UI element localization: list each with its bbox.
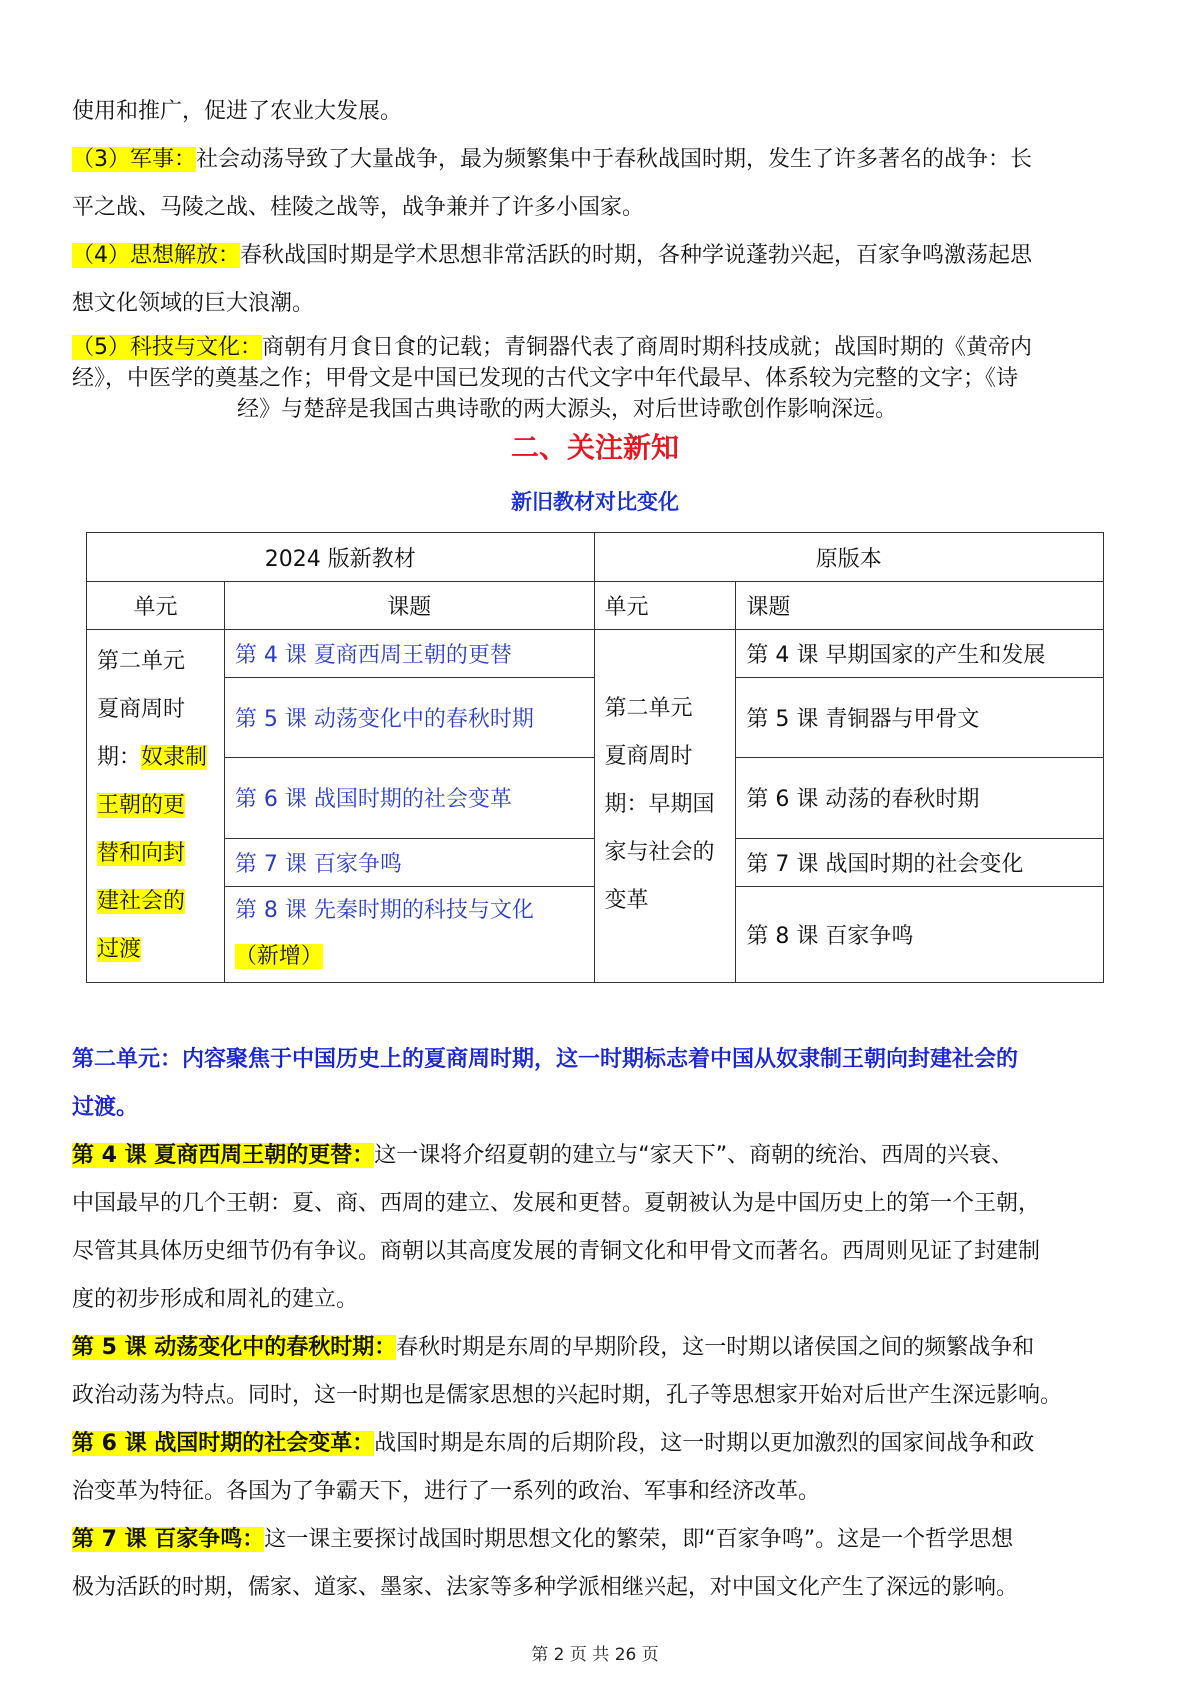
military-paragraph: （3）军事：社会动荡导致了大量战争，最为频繁集中于春秋战国时期，发生了许多著名的战争：长 [72, 147, 1033, 172]
lesson-6-summary: 第 6 课 战国时期的社会变革：战国时期是东周的后期阶段，这一时期以更加激烈的国家间战争和政 [72, 1431, 1035, 1456]
science-label: （5）科技与文化： [72, 335, 262, 360]
thought-paragraph: （4）思想解放：春秋战国时期是学术思想非常活跃的时期，各种学说蓬勃兴起，百家争鸣激荡起思 [72, 243, 1033, 268]
new-edition-header: 2024 版新教材 [87, 533, 595, 582]
table-header-row [87, 533, 1104, 582]
lesson-7-label: 第 7 课 百家争鸣： [72, 1527, 265, 1552]
lesson-4-label: 第 4 课 夏商西周王朝的更替： [72, 1143, 375, 1168]
lesson-summaries: 第二单元：内容聚焦于中国历史上的夏商周时期，这一时期标志着中国从奴隶制王朝向封建社会的 过渡。 第 4 课 夏商西周王朝的更替：这一课将介绍夏朝的建立与“家天下”、商朝的统治、西周的兴衰、 中国最早的几个王朝：夏、商、西周的建立、发展和更替。夏朝被认为是中国历史上的第一个王朝， 尽管其具体历史细节仍有争议。商朝以其高度发展的青铜文化和甲骨文而著名。西周则见证了封建制 度的初步形成和周礼的建立。 第 5 课 动荡变化中的春秋时期：春秋时期是东周的早期阶段，这一时期以诸侯国之间的频繁战争和 政治动荡为特点。同时，这一时期也是儒家思想的兴起时期，孔子等思想家开始对后世产生深远影响。 第 6 课 战国时期的社会变革：战国时期是东周的后期阶段，这一时期以更加激烈的国家间战争和政 治变革为特征。各国为了争霸天下，进行了一系列的政治、军事和经济改革。 第 7 课 百家争鸣：这一课主要探讨战国时期思想文化的繁荣，即“百家争鸣”。这是一个哲学思想 极为活跃的时期，儒家、道家、墨家、法家等多种学派相继兴起，对中国文化产生了深远的影响。 [72, 1036, 1118, 1612]
old-lesson-8: 第 8 课 百家争鸣 [736, 886, 1104, 982]
old-edition-header: 原版本 [594, 533, 1104, 582]
new-lesson-5: 第 5 课 动荡变化中的春秋时期 [224, 678, 594, 758]
lesson-5-label: 第 5 课 动荡变化中的春秋时期： [72, 1335, 397, 1360]
table-title: 新旧教材对比变化 [511, 490, 679, 514]
new-unit-col-header: 单元 [87, 582, 225, 630]
new-lesson-4: 第 4 课 夏商西周王朝的更替 [224, 630, 594, 678]
lesson-4-summary: 第 4 课 夏商西周王朝的更替：这一课将介绍夏朝的建立与“家天下”、商朝的统治、西周的兴衰、 [72, 1143, 1014, 1168]
table-row [87, 630, 1104, 678]
old-lesson-6: 第 6 课 动荡的春秋时期 [736, 758, 1104, 838]
old-lesson-col-header: 课题 [736, 582, 1104, 630]
thought-label: （4）思想解放： [72, 243, 240, 268]
lesson-7-summary: 第 7 课 百家争鸣：这一课主要探讨战国时期思想文化的繁荣，即“百家争鸣”。这是一个哲学思想 [72, 1527, 1014, 1552]
lesson-5-summary: 第 5 课 动荡变化中的春秋时期：春秋时期是东周的早期阶段，这一时期以诸侯国之间的频繁战争和 [72, 1335, 1035, 1360]
unit-summary: 第二单元：内容聚焦于中国历史上的夏商周时期，这一时期标志着中国从奴隶制王朝向封建社会的 [72, 1047, 1019, 1072]
new-lesson-col-header: 课题 [224, 582, 594, 630]
military-label: （3）军事： [72, 147, 196, 172]
lesson-6-label: 第 6 课 战国时期的社会变革： [72, 1431, 375, 1456]
new-tag-badge: （新增） [234, 944, 323, 970]
intro-continuation: 使用和推广，促进了农业大发展。 [72, 99, 403, 124]
old-lesson-5: 第 5 课 青铜器与甲骨文 [736, 678, 1104, 758]
science-paragraph: （5）科技与文化：商朝有月食日食的记载；青铜器代表了商周时期科技成就；战国时期的《黄帝内 经》，中医学的奠基之作；甲骨文是中国已发现的古代文字中年代最早、体系较为完整的文字；《诗 经》与楚辞是我国古典诗歌的两大源头，对后世诗歌创作影响深远。 [72, 335, 1033, 422]
page-number: 第 2 页 共 26 页 [531, 1645, 659, 1665]
new-lesson-7: 第 7 课 百家争鸣 [224, 838, 594, 886]
old-unit-cell: 第二单元 夏商周时 期：早期国 家与社会的 变革 [594, 630, 736, 983]
old-lesson-7: 第 7 课 战国时期的社会变化 [736, 838, 1104, 886]
section-heading: 二、关注新知 [510, 431, 679, 464]
new-lesson-8: 第 8 课 先秦时期的科技与文化 （新增） [224, 886, 594, 982]
old-unit-col-header: 单元 [594, 582, 736, 630]
new-unit-cell: 第二单元 夏商周时 期：奴隶制 王朝的更 替和向封 建社会的 过渡 [87, 630, 225, 983]
new-lesson-6: 第 6 课 战国时期的社会变革 [224, 758, 594, 838]
old-lesson-4: 第 4 课 早期国家的产生和发展 [736, 630, 1104, 678]
column-header-row [87, 582, 1104, 630]
curriculum-comparison-table [86, 532, 1104, 983]
